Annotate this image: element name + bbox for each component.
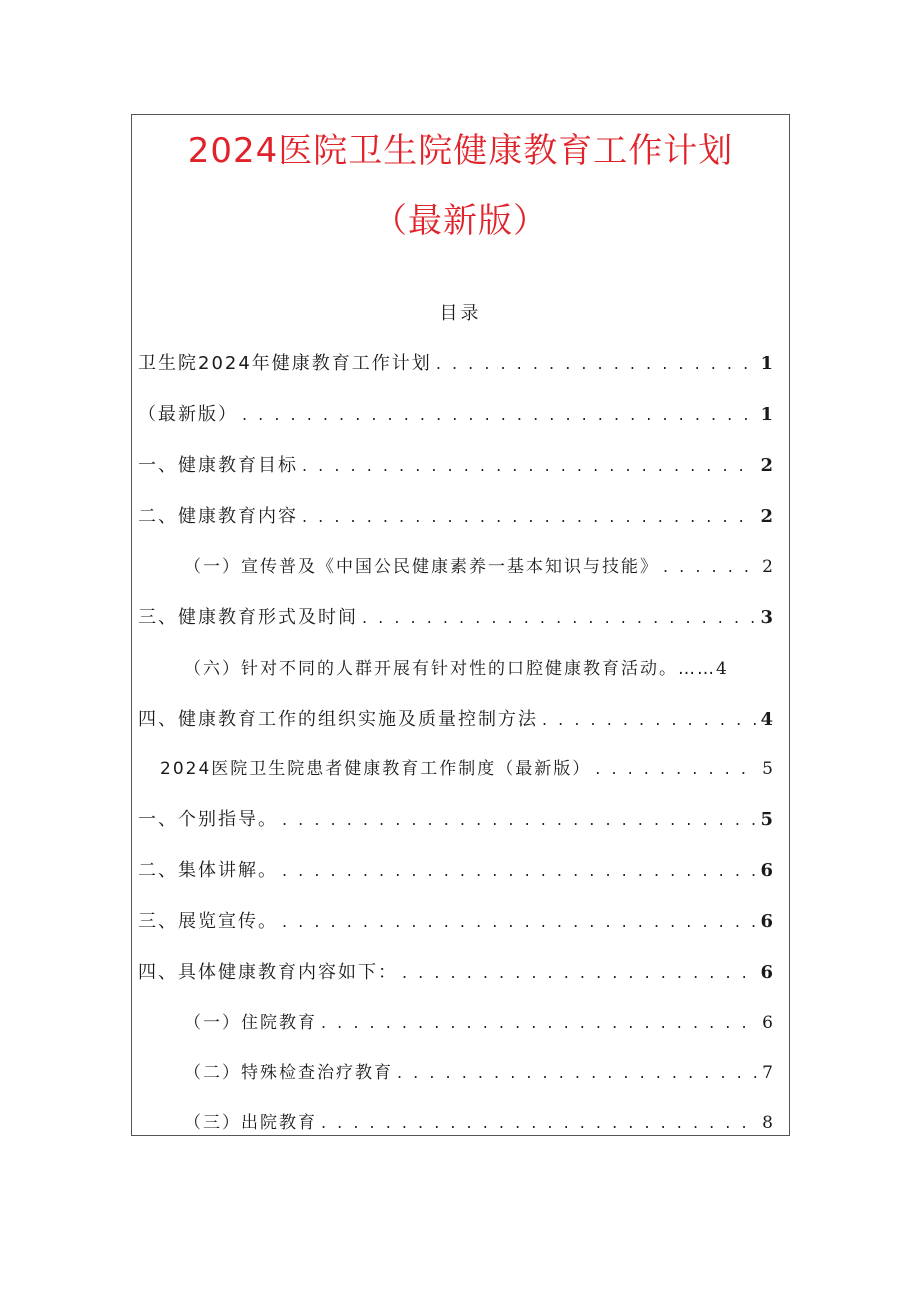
toc-entry-text: 一、健康教育目标 — [138, 455, 298, 476]
toc-entry-text: （一）宣传普及《中国公民健康素养一基本知识与技能》 — [184, 557, 659, 577]
toc-entry-text: 二、集体讲解。 — [138, 860, 278, 881]
document-title: 2024医院卫生院健康教育工作计划 — [187, 131, 734, 171]
toc-entry-page: 6 — [760, 860, 773, 881]
toc-leader — [321, 1109, 758, 1137]
toc-entry-page: 6 — [760, 962, 773, 983]
toc-entry-page: 6 — [762, 1013, 773, 1033]
toc-entry-text: （一）住院教育 — [184, 1013, 317, 1033]
toc-entry[interactable] — [138, 959, 773, 987]
toc-entry-page: 8 — [762, 1113, 773, 1133]
toc-entry[interactable] — [138, 604, 773, 632]
toc-entry-page: 6 — [760, 911, 773, 932]
toc-entry-page: 2 — [762, 557, 773, 577]
toc-entry[interactable] — [184, 1009, 773, 1037]
toc-entry-text: 卫生院2024年健康教育工作计划 — [138, 353, 432, 374]
toc-entry-text: 二、健康教育内容 — [138, 506, 298, 527]
toc-leader — [282, 806, 756, 834]
toc-entry-text: （六）针对不同的人群开展有针对性的口腔健康教育活动。…… — [184, 659, 716, 679]
toc-leader — [282, 908, 756, 936]
toc-entry[interactable] — [138, 503, 773, 531]
toc-leader — [321, 1009, 758, 1037]
toc-entry-page: 1 — [760, 353, 773, 374]
toc-entry-page: 1 — [760, 404, 773, 425]
toc-entry-page: 2 — [760, 455, 773, 476]
toc-entry[interactable] — [160, 755, 773, 783]
toc-entry[interactable] — [184, 553, 773, 581]
toc-leader — [663, 553, 758, 581]
toc-entry-page: 5 — [762, 759, 773, 779]
toc-entry[interactable] — [138, 401, 773, 429]
toc-entry-text: 三、健康教育形式及时间 — [138, 607, 358, 628]
toc-leader — [362, 604, 756, 632]
toc-leader — [302, 503, 756, 531]
toc-entry[interactable] — [138, 706, 773, 734]
toc-entry-text: （三）出院教育 — [184, 1113, 317, 1133]
toc-entry-text: 三、展览宣传。 — [138, 911, 278, 932]
toc-entry-text: 四、具体健康教育内容如下： — [138, 962, 398, 983]
toc-entry[interactable] — [138, 452, 773, 480]
toc-entry-text: 2024医院卫生院患者健康教育工作制度（最新版） — [160, 759, 592, 779]
toc-leader — [402, 959, 756, 987]
toc-entry-page: 2 — [760, 506, 773, 527]
toc-leader — [542, 706, 756, 734]
toc-heading: 目录 — [439, 303, 482, 324]
toc-entry[interactable] — [138, 350, 773, 378]
toc-entry-text: 四、健康教育工作的组织实施及质量控制方法 — [138, 709, 538, 730]
document-frame — [131, 114, 790, 1136]
toc-entry[interactable] — [138, 908, 773, 936]
toc-leader — [302, 452, 756, 480]
toc-leader — [397, 1059, 758, 1087]
document-subtitle: （最新版） — [373, 201, 548, 241]
toc-leader — [242, 401, 756, 429]
toc-entry[interactable] — [184, 1059, 773, 1087]
toc-entry-page: 7 — [762, 1063, 773, 1083]
toc-entry-text: （二）特殊检查治疗教育 — [184, 1063, 393, 1083]
toc-entry[interactable] — [184, 1109, 773, 1137]
toc-entry-text: （最新版） — [138, 404, 238, 425]
toc-entry-page: 3 — [760, 607, 773, 628]
toc-leader — [436, 350, 757, 378]
toc-entry-page: 4 — [716, 659, 727, 679]
toc-leader — [595, 755, 758, 783]
toc-entry-page: 5 — [760, 809, 773, 830]
toc-entry[interactable] — [138, 806, 773, 834]
toc-entry-text: 一、个别指导。 — [138, 809, 278, 830]
toc-entry[interactable] — [138, 857, 773, 885]
toc-entry[interactable] — [184, 655, 727, 683]
toc-leader — [282, 857, 756, 885]
toc-entry-page: 4 — [760, 709, 773, 730]
